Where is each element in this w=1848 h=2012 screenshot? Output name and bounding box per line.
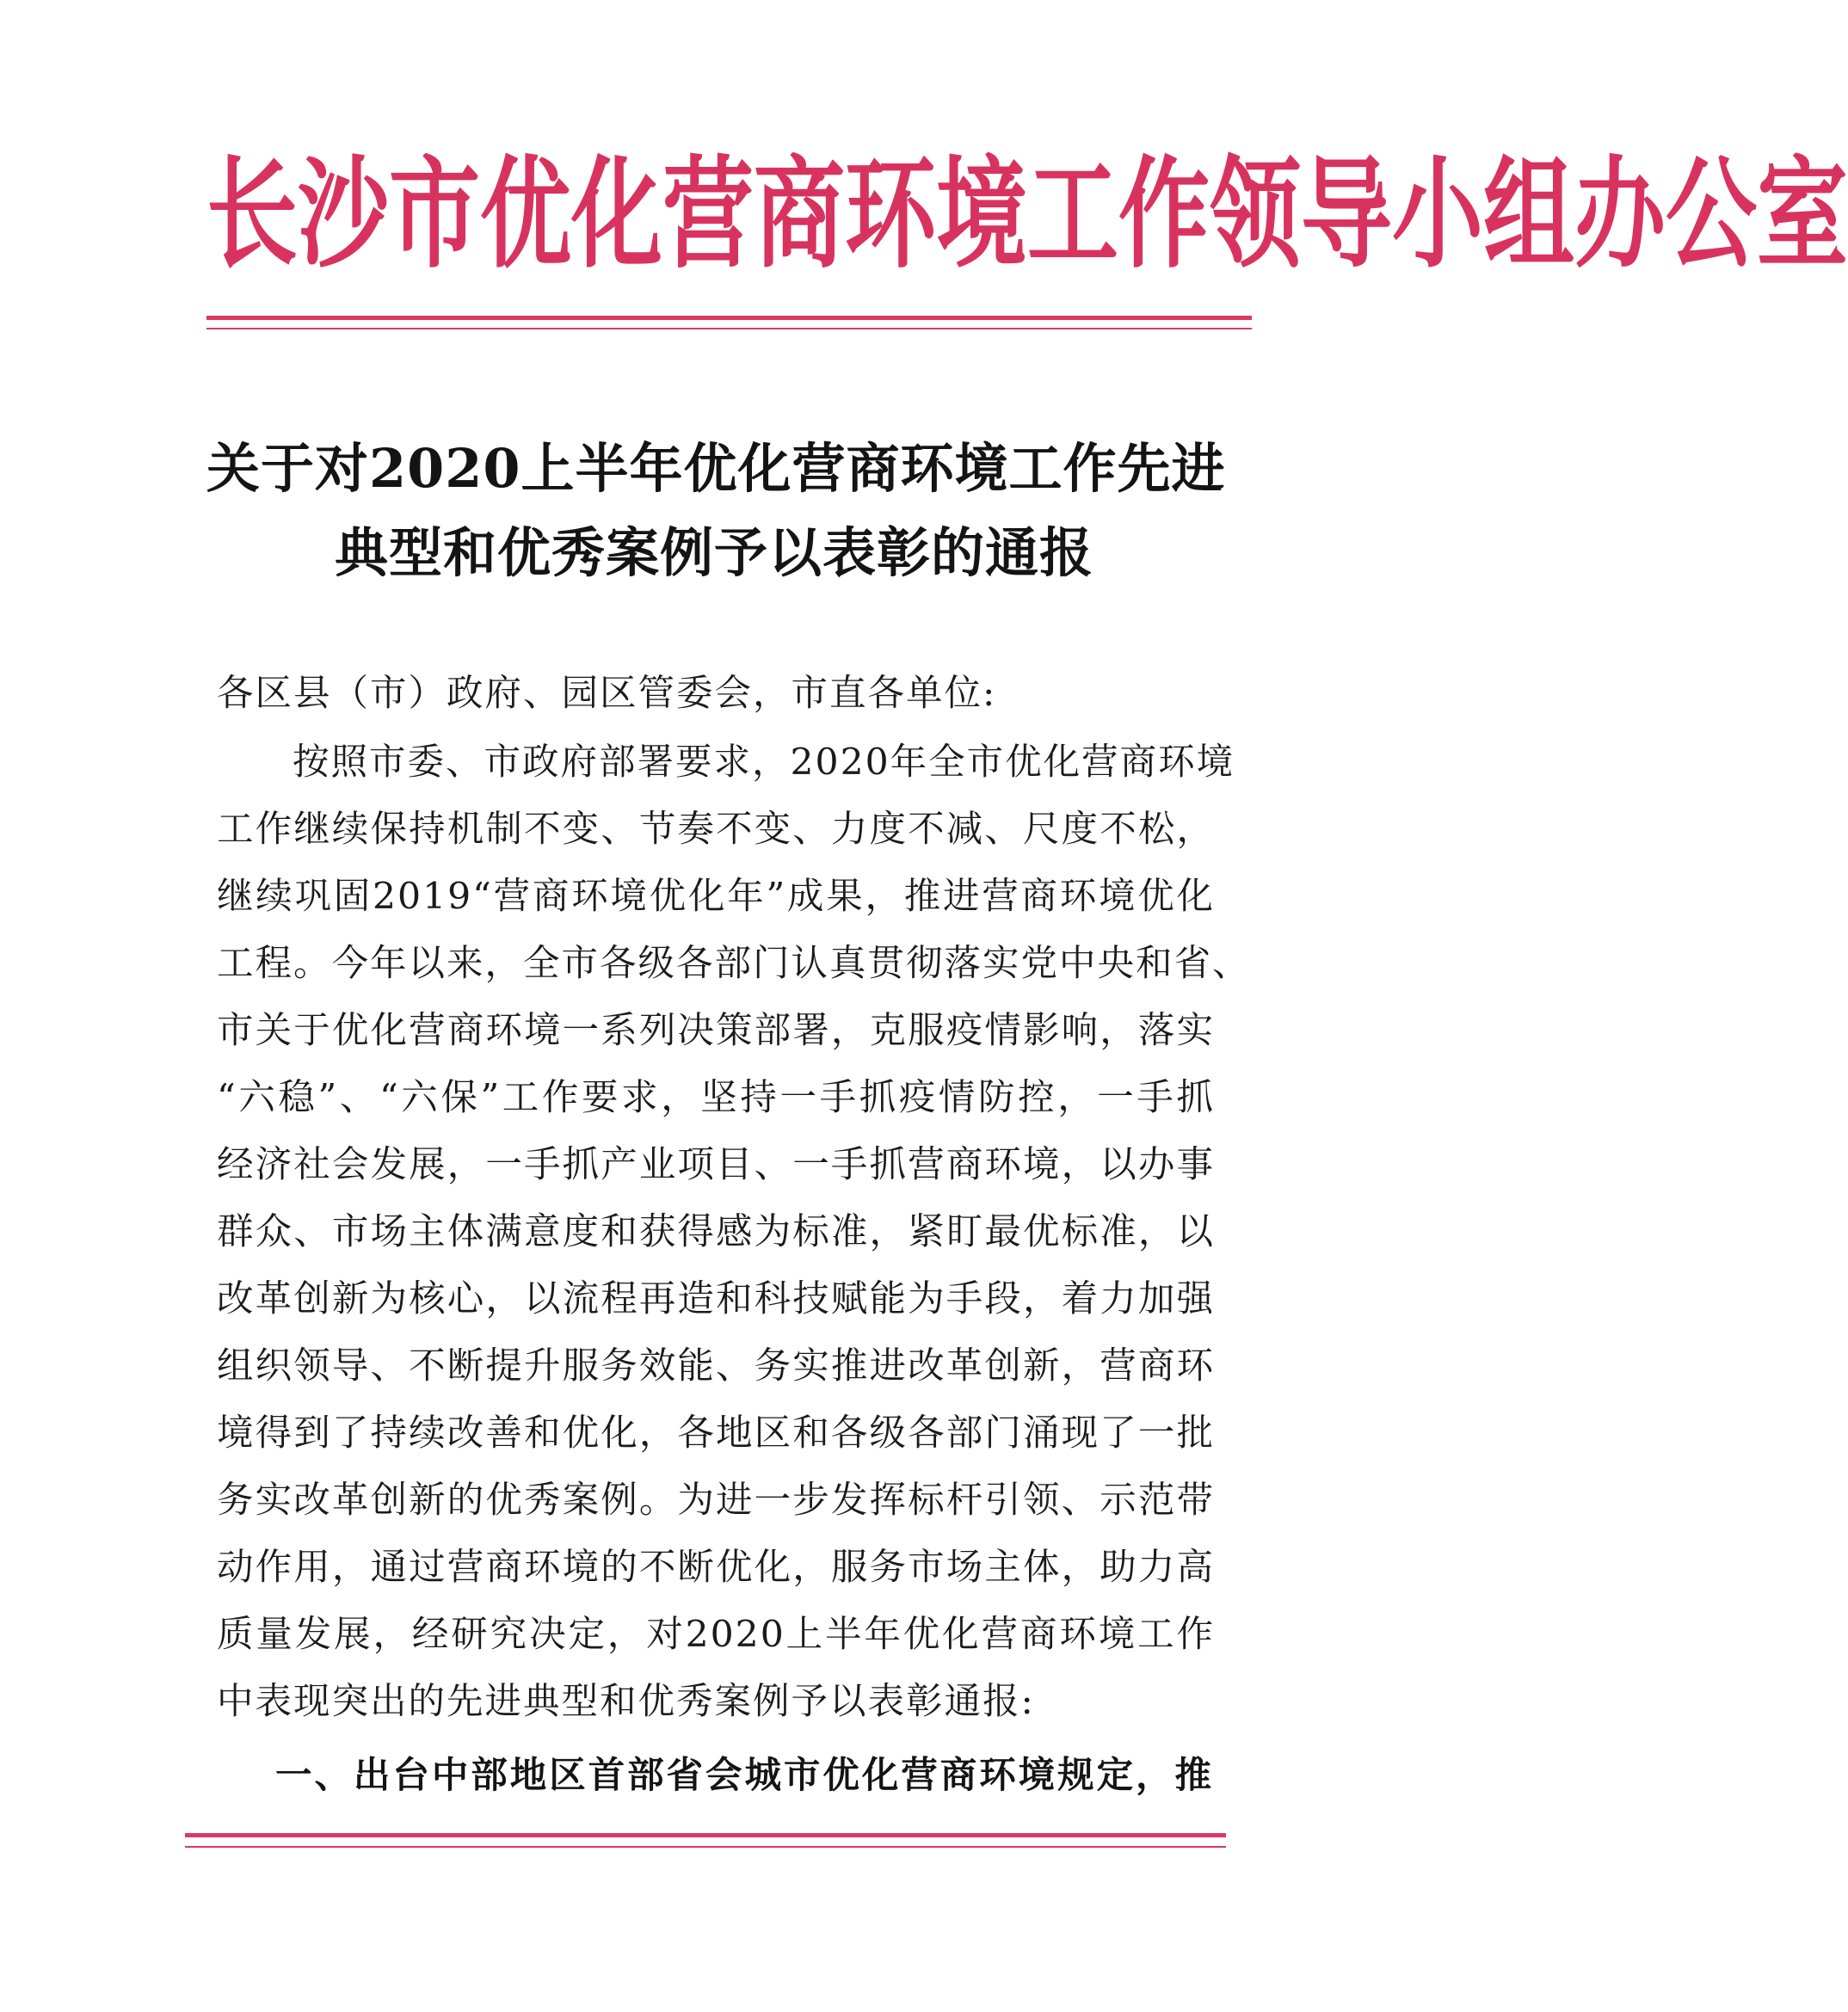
body-line-11: 境得到了持续改善和优化，各地区和各级各部门涌现了一批 <box>217 1412 1215 1455</box>
bottom-red-rule-thick <box>185 1833 1226 1837</box>
bottom-red-rule-thin <box>185 1846 1226 1848</box>
body-line-4: 工程。今年以来，全市各级各部门认真贯彻落实党中央和省、 <box>217 943 1251 985</box>
body-line-6: “六稳”、“六保”工作要求，坚持一手抓疫情防控，一手抓 <box>217 1077 1215 1119</box>
body-line-10: 组织领导、不断提升服务效能、务实推进改革创新，营商环 <box>217 1345 1215 1387</box>
body-line-8: 群众、市场主体满意度和获得感为标准，紧盯最优标准，以 <box>217 1211 1215 1253</box>
body-line-2: 工作继续保持机制不变、节奏不变、力度不减、尺度不松， <box>217 809 1215 851</box>
section-heading-1: 一、出台中部地区首部省会城市优化营商环境规定，推 <box>275 1755 1213 1797</box>
body-line-15: 中表现突出的先进典型和优秀案例予以表彰通报: <box>217 1681 1035 1723</box>
body-line-3: 继续巩固2019“营商环境优化年”成果，推进营商环境优化 <box>217 876 1215 918</box>
document-title-line-1: 关于对2020上半年优化营商环境工作先进 <box>206 437 1226 500</box>
salutation: 各区县（市）政府、园区管委会，市直各单位: <box>217 673 997 715</box>
issuer-masthead: 长沙市优化营商环境工作领导小组办公室 <box>206 145 1848 285</box>
document-title-line-2: 典型和优秀案例予以表彰的通报 <box>334 521 1093 584</box>
body-line-7: 经济社会发展，一手抓产业项目、一手抓营商环境，以办事 <box>217 1144 1215 1186</box>
body-line-1: 按照市委、市政府部署要求，2020年全市优化营商环境 <box>293 741 1235 784</box>
body-line-12: 务实改革创新的优秀案例。为进一步发挥标杆引领、示范带 <box>217 1480 1215 1522</box>
body-line-9: 改革创新为核心，以流程再造和科技赋能为手段，着力加强 <box>217 1278 1215 1320</box>
body-line-5: 市关于优化营商环境一系列决策部署，克服疫情影响，落实 <box>217 1010 1215 1052</box>
top-red-rule-thin <box>206 328 1252 329</box>
body-line-13: 动作用，通过营商环境的不断优化，服务市场主体，助力高 <box>217 1547 1215 1589</box>
top-red-rule-thick <box>206 316 1252 320</box>
body-line-14: 质量发展，经研究决定，对2020上半年优化营商环境工作 <box>217 1614 1215 1656</box>
